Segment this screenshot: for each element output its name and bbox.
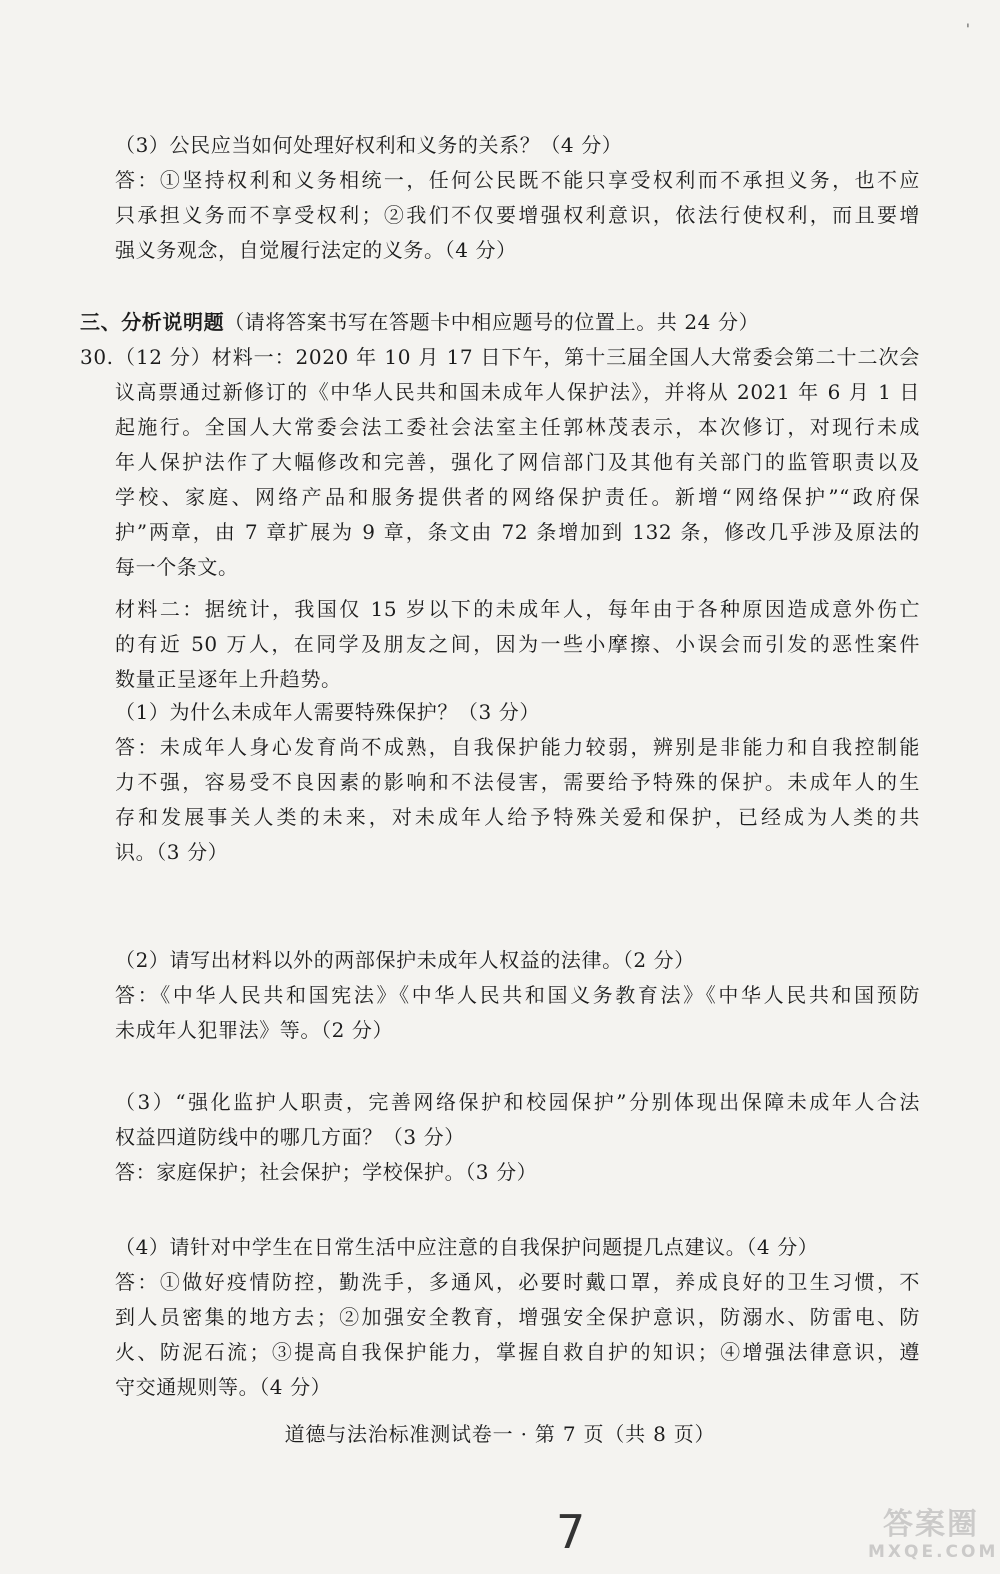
handwritten-page-number: 7 xyxy=(556,1505,586,1559)
question-number: 30. xyxy=(80,345,114,369)
answer-line: 守交通规则等。（4 分） xyxy=(115,1375,332,1399)
material-line: 材料二：据统计，我国仅 15 岁以下的未成年人，每年由于各种原因造成意外伤亡 xyxy=(115,597,920,621)
material-line: 的有近 50 万人，在同学及朋友之间，因为一些小摩擦、小误会而引发的恶性案件 xyxy=(115,632,920,656)
page-footer: 道德与法治标准测试卷一 · 第 7 页（共 8 页） xyxy=(284,1422,716,1446)
watermark-logo xyxy=(868,1507,999,1570)
question-text: （2）请写出材料以外的两部保护未成年人权益的法律。（2 分） xyxy=(115,948,695,972)
answer-line: 识。（3 分） xyxy=(115,840,229,864)
material-line: 起施行。全国人大常委会法工委社会法室主任郭林茂表示，本次修订，对现行未成 xyxy=(115,415,920,439)
question-text: （4）请针对中学生在日常生活中应注意的自我保护问题提几点建议。（4 分） xyxy=(115,1235,819,1259)
watermark-logo-text: 答案圈 xyxy=(883,1507,979,1542)
section-title: 三、分析说明题 xyxy=(80,310,225,334)
sub-question-3 xyxy=(115,1085,920,1190)
question-text: （3）公民应当如何处理好权利和义务的关系？（4 分） xyxy=(115,133,623,157)
material-line: （12 分）材料一：2020 年 10 月 17 日下午，第十三届全国人大常委会第二十二次会 xyxy=(115,345,920,369)
corner-mark: ' xyxy=(966,22,970,38)
answer-line: 只承担义务而不享受权利；②我们不仅要增强权利意识，依法行使权利，而且要增 xyxy=(115,203,920,227)
sub-question-4 xyxy=(115,1230,920,1405)
answer-line: 答：未成年人身心发育尚不成熟，自我保护能力较弱，辨别是非能力和自我控制能 xyxy=(115,735,920,759)
sub-question-2 xyxy=(115,943,920,1048)
answer-line: 答：《中华人民共和国宪法》《中华人民共和国义务教育法》《中华人民共和国预防 xyxy=(115,983,920,1007)
material-line: 数量正呈逐年上升趋势。 xyxy=(115,667,342,691)
material-line: 议高票通过新修订的《中华人民共和国未成年人保护法》，并将从 2021 年 6 月 1 日 xyxy=(115,380,920,404)
answer-line: 火、防泥石流；③提高自我保护能力，掌握自救自护的知识；④增强法律意识，遵 xyxy=(115,1340,920,1364)
answer-line: 存和发展事关人类的未来，对未成年人给予特殊关爱和保护，已经成为人类的共 xyxy=(115,805,920,829)
material-line: 每一个条文。 xyxy=(115,555,239,579)
question-text: （1）为什么未成年人需要特殊保护？（3 分） xyxy=(115,700,541,724)
question-text: （3）“强化监护人职责，完善网络保护和校园保护”分别体现出保障未成年人合法 xyxy=(115,1090,920,1114)
answer-line: 未成年人犯罪法》等。（2 分） xyxy=(115,1018,394,1042)
answer-line: 答：①坚持权利和义务相统一，任何公民既不能只享受权利而不承担义务，也不应 xyxy=(115,168,920,192)
material-two xyxy=(115,592,920,697)
material-line: 年人保护法作了大幅修改和完善，强化了网信部门及其他有关部门的监管职责以及 xyxy=(115,450,920,474)
material-line: 护”两章，由 7 章扩展为 9 章，条文由 72 条增加到 132 条，修改几乎涉及原法的 xyxy=(115,520,920,544)
material-one xyxy=(115,340,920,585)
answer-line: 强义务观念，自觉履行法定的义务。（4 分） xyxy=(115,238,517,262)
question-block-q3 xyxy=(115,128,920,268)
section-heading xyxy=(80,305,920,340)
answer-line: 到人员密集的地方去；②加强安全教育，增强安全保护意识，防溺水、防雷电、防 xyxy=(115,1305,920,1329)
answer-line: 答：①做好疫情防控，勤洗手，多通风，必要时戴口罩，养成良好的卫生习惯，不 xyxy=(115,1270,920,1294)
material-line: 学校、家庭、网络产品和服务提供者的网络保护责任。新增“网络保护”“政府保 xyxy=(115,485,920,509)
sub-question-1 xyxy=(115,695,920,870)
section-note: （请将答案书写在答题卡中相应题号的位置上。共 24 分） xyxy=(224,310,760,334)
answer-line: 力不强，容易受不良因素的影响和不法侵害，需要给予特殊的保护。未成年人的生 xyxy=(115,770,920,794)
answer-line: 答：家庭保护；社会保护；学校保护。（3 分） xyxy=(115,1160,538,1184)
question-text: 权益四道防线中的哪几方面？（3 分） xyxy=(115,1125,465,1149)
watermark-domain: MXQE.COM xyxy=(868,1542,999,1562)
